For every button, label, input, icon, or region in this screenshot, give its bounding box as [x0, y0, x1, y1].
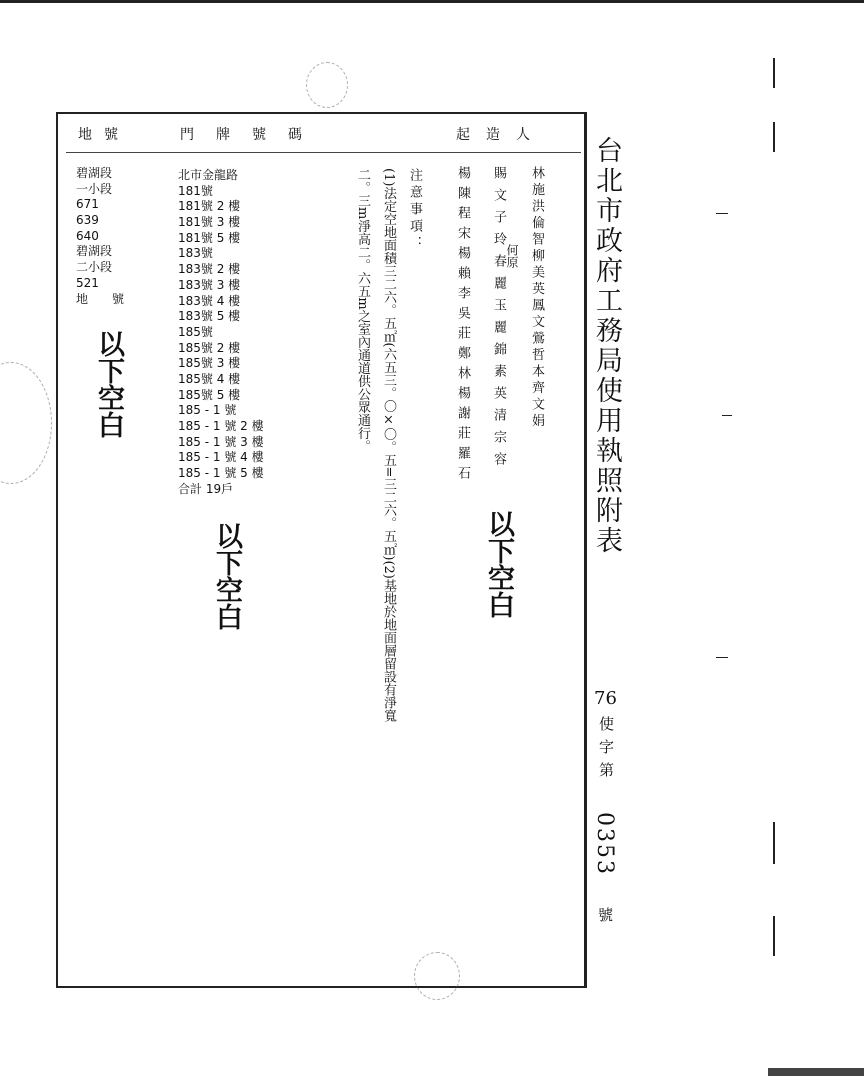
permit-number: 0353	[592, 812, 617, 876]
permit-suffix: 號	[598, 906, 614, 924]
address-item: 185 - 1 號 3 樓	[178, 434, 264, 449]
address-item: 181號 5 樓	[178, 230, 241, 245]
address-item: 181號 2 樓	[178, 199, 241, 214]
address-item: 185號	[178, 324, 213, 339]
lot-item: 639	[76, 213, 99, 228]
header-applicants: 起造人	[456, 127, 546, 143]
blank-note-lots: 以下空白	[93, 330, 124, 438]
note-column-2: 二。三m淨高二。六五m之室內通道供公眾通行。	[355, 168, 370, 453]
permit-year: 76	[594, 688, 617, 709]
address-item: 185號 3 樓	[178, 356, 241, 371]
seal-stamp	[306, 62, 348, 108]
address-item: 185 - 1 號	[178, 403, 237, 418]
margin-mark	[722, 415, 732, 416]
title-column-separator	[585, 112, 587, 988]
lot-item: 地 號	[76, 291, 125, 306]
corner-smudge	[768, 1068, 864, 1076]
lot-number-list	[76, 166, 124, 307]
address-item: 185號 5 樓	[178, 387, 241, 402]
address-item: 181號	[178, 183, 213, 198]
address-item: 183號	[178, 246, 213, 261]
blank-note-applicants: 以下空白	[483, 510, 514, 618]
margin-mark	[773, 58, 775, 88]
lot-item: 640	[76, 228, 99, 243]
header-lot: 地號	[78, 127, 130, 143]
top-edge-line	[0, 0, 864, 3]
address-item: 185 - 1 號 4 樓	[178, 450, 264, 465]
address-item: 183號 5 樓	[178, 309, 241, 324]
lot-item: 521	[76, 275, 99, 290]
applicant-column: 何原	[505, 244, 519, 268]
lot-item: 碧湖段	[76, 244, 113, 259]
seal-stamp	[0, 362, 52, 484]
margin-mark	[773, 916, 775, 956]
address-item: 185號 4 樓	[178, 371, 241, 386]
margin-mark	[716, 657, 728, 658]
address-list	[178, 168, 264, 497]
address-item: 185 - 1 號 2 樓	[178, 419, 264, 433]
seal-stamp	[414, 952, 460, 1000]
applicant-column: 楊陳程宋楊賴李吳莊鄭林楊謝莊羅石	[455, 166, 470, 486]
permit-prefix: 使字第	[597, 716, 615, 785]
note-column-1: (1)法定空地面積三二六。五㎡(六五三。〇×〇。五=三二六。五㎡)(2)基地於地面層留設有淨寬	[381, 168, 396, 722]
address-item: 183號 3 樓	[178, 277, 241, 292]
address-item: 183號 4 樓	[178, 293, 241, 308]
note-heading: 注意事項：	[407, 168, 422, 253]
applicant-column: 賜文子玲春麗玉麗錦素英清宗容	[491, 166, 506, 474]
address-item: 183號 2 樓	[178, 262, 241, 277]
lot-item: 671	[76, 197, 99, 212]
address-item: 合計 19戶	[178, 481, 234, 496]
document-title: 台北市政府工務局使用執照附表	[591, 136, 622, 556]
lot-item: 一小段	[76, 181, 113, 196]
address-item: 181號 3 樓	[178, 215, 241, 230]
margin-mark	[773, 122, 775, 152]
lot-item: 二小段	[76, 260, 113, 275]
address-item: 185 - 1 號 5 樓	[178, 466, 264, 481]
lot-item: 碧湖段	[76, 166, 113, 180]
address-item: 185號 2 樓	[178, 340, 241, 355]
blank-note-addresses: 以下空白	[211, 522, 242, 630]
header-rule	[66, 152, 581, 153]
margin-mark	[773, 822, 775, 864]
header-door-number: 門牌號碼	[180, 127, 324, 143]
margin-mark	[716, 213, 728, 214]
applicant-column: 林施洪倫智柳美英鳳文鶯哲本齊文娟	[529, 166, 544, 430]
address-item: 北市金龍路	[178, 168, 239, 182]
